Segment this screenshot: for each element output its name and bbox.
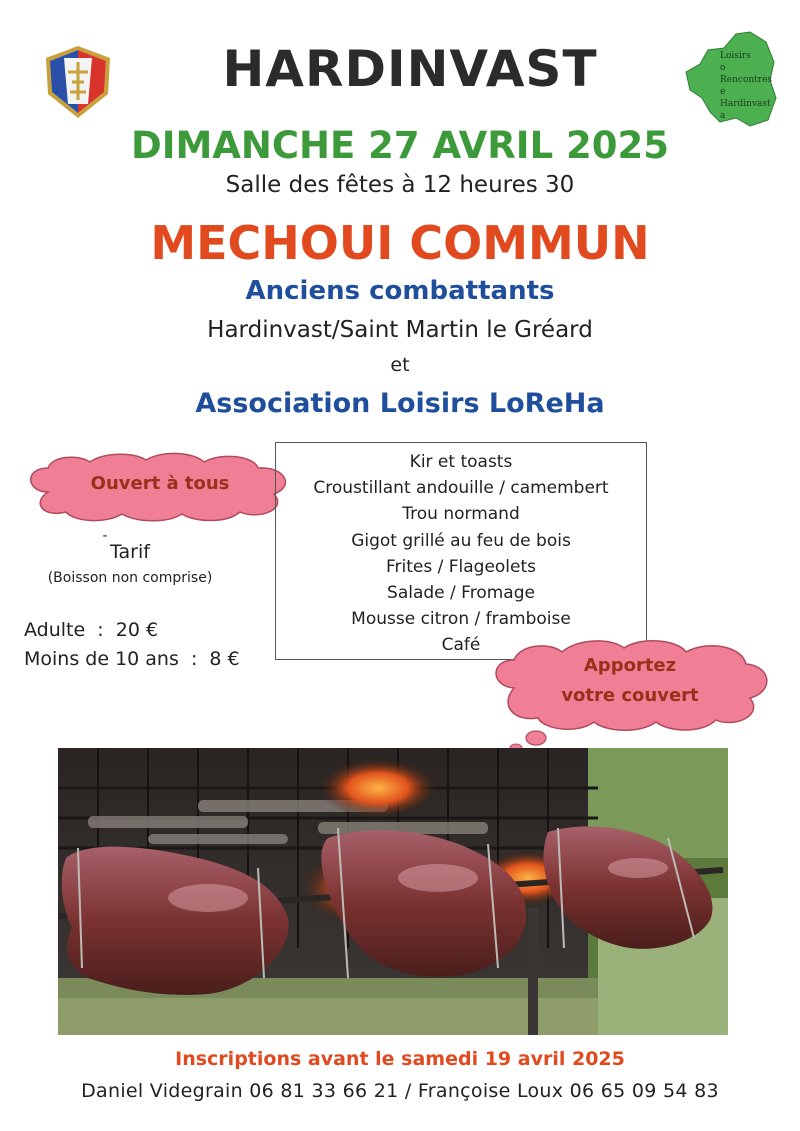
contact-info: Daniel Videgrain 06 81 33 66 21 / Françoise Loux 06 65 09 54 83 [81,1080,719,1102]
loreha-logo-line2: Rencontres [720,75,773,85]
menu-item: Gigot grillé au feu de bois [351,530,571,551]
organizer-veterans: Anciens combattants [245,276,555,306]
price-child: Moins de 10 ans : 8 € [24,648,240,670]
tarif-title: Tarif [110,541,150,563]
event-venue: Salle des fêtes à 12 heures 30 [225,172,575,198]
town-title: HARDINVAST [222,40,598,98]
loreha-logo-letter-a: a [720,111,726,121]
loreha-logo-line1: Loisirs [720,51,751,61]
loreha-logo-line3: Hardinvast [720,99,771,109]
veterans-badge-logo [42,44,114,120]
loreha-logo [680,28,780,128]
organizer-loreha: Association Loisirs LoReHa [195,388,605,419]
open-to-all-label: Ouvert à tous [90,473,230,494]
menu-item: Café [441,635,481,656]
organizer-veterans-location: Hardinvast/Saint Martin le Gréard [207,317,593,343]
tarif-dash: - [102,528,108,544]
menu-box [275,442,647,660]
loreha-logo-letter-o: o [720,63,726,73]
menu-item: Trou normand [402,504,520,525]
menu-item: Mousse citron / framboise [351,609,571,630]
organizer-joiner: et [390,354,410,376]
tarif-note: (Boisson non comprise) [47,570,213,586]
bring-cutlery-line2: votre couvert [561,685,699,706]
menu-item: Frites / Flageolets [385,556,537,577]
menu-item: Croustillant andouille / camembert [313,478,609,499]
price-adult: Adulte : 20 € [24,619,159,641]
menu-list [276,443,646,659]
event-name: MECHOUI COMMUN [150,216,650,270]
loreha-logo-letter-e: e [720,87,726,97]
menu-item: Salade / Fromage [387,583,535,604]
mechoui-photo [58,748,728,1035]
event-date: DIMANCHE 27 AVRIL 2025 [131,124,669,167]
menu-item: Kir et toasts [409,452,513,472]
bring-cutlery-line1: Apportez [583,655,677,676]
registration-deadline: Inscriptions avant le samedi 19 avril 2025 [175,1048,625,1070]
